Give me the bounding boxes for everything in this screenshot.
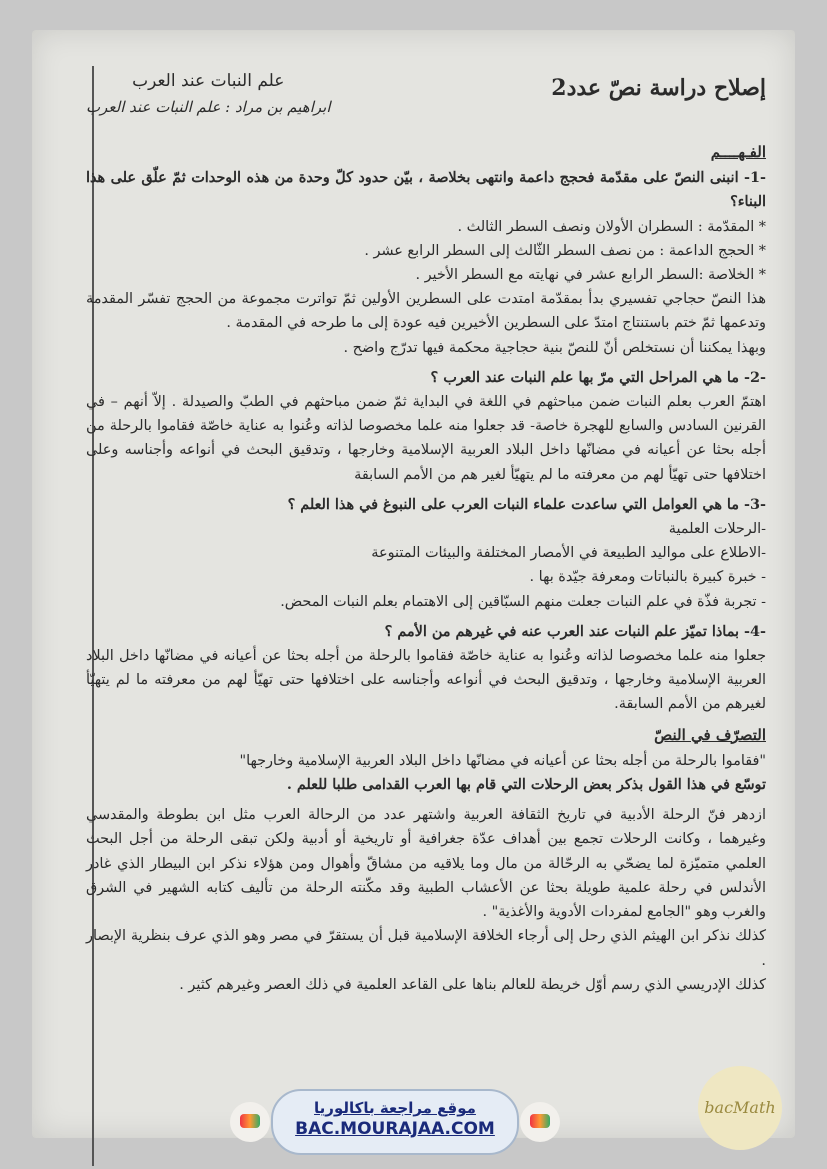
answer-1-intro: * المقدّمة : السطران الأولان ونصف السطر الثالث . [457,218,766,235]
answer-1-result: وبهذا يمكننا أن نستخلص أنّ للنصّ بنية حجاجية محكمة فيها تدرّج واضح . [343,339,766,356]
site-url-link[interactable]: BAC.MOURAJAA.COM [295,1119,495,1139]
header [86,70,766,134]
page-title: إصلاح دراسة نصّ عدد2 [551,75,766,101]
site-name: موقع مراجعة باكالوريا [314,1099,476,1117]
answer-1-args: * الحجج الداعمة : من نصف السطر الثّالث إلى السطر الرابع عشر . [364,242,766,259]
bacmath-badge: bacMath [698,1066,782,1150]
question-1: -1- انبنى النصّ على مقدّمة فحجج داعمة وانتهى بخلاصة ، بيّن حدود كلّ وحدة من هذه الوحدات ثمّ علّق على هذا البناء؟ [86,169,766,211]
section-heading-tasarruf: التصرّف في النصّ [654,725,766,744]
answer-1-conclusion: * الخلاصة :السطر الرابع عشر في نهايته مع السطر الأخير . [415,267,766,284]
answer-3-item: - تجربة فذّة في علم النبات جعلت منهم السبّاقين إلى الاهتمام بعلم النبات المحض. [280,593,766,610]
answer-1-comment: هذا النصّ حجاجي تفسيري بدأ بمقدّمة امتدت على السطرين الأولين ثمّ تواترت مجموعة من الحجج تفسّر المقدمة وتدعمها ثمّ ختم باستنتاج امتدّ على السطرين الأخيرين فيه عودة إلى ما طرحه في المقدمة . [86,291,766,332]
header-topic-block [86,70,331,118]
answer-3-item: - خبرة كبيرة بالنباتات ومعرفة جيّدة بها . [529,569,766,586]
site-logo-right-icon [520,1102,560,1142]
question-3: -3- ما هي العوامل التي ساعدت علماء النبات العرب على النبوغ في هذا العلم ؟ [287,495,766,513]
question-4: -4- بماذا تميّز علم النبات عند العرب عنه في غيرهم من الأمم ؟ [384,622,766,640]
author: ابراهيم بن مراد : علم النبات عند العرب [86,98,331,116]
site-banner[interactable] [271,1089,519,1155]
answer-4: جعلوا منه علما مخصوصا لذاته وعُنوا به عناية خاصّة فقاموا بالرحلة من أجله بحثا عن أعيانه في مضانّها داخل البلاد العربية الإسلامية وخارجها ، وتدقيق البحث في أنواعه وأجناسه على اختلافها حتى تهيّأ لهم من معرفته ما لم يتهيّأ لغيرهم من الأمم السابقة. [86,648,766,713]
question-2: -2- ما هي المراحل التي مرّ بها علم النبات عند العرب ؟ [430,368,766,386]
quote: "فقاموا بالرحلة من أجله بحثا عن أعيانه في مضانّها داخل البلاد العربية الإسلامية وخارجها" [239,752,766,769]
essay-paragraph-3: كذلك الإدريسي الذي رسم أوّل خريطة للعالم بناها على القاعد العلمية في ذلك العصر وغيرهم كثير . [179,976,766,993]
document-body [86,70,766,997]
answer-2: اهتمّ العرب بعلم النبات ضمن مباحثهم في اللغة في البداية ثمّ ضمن مباحثهم في الطبّ والصيدلة . إلاّ أنهم – في القرنين السادس والسابع للهجرة خاصة- قد جعلوا منه علما مخصوصا لذاته وعُنوا به عناية خاصّة فقاموا بالرحلة من أجله بحثا عن أعيانه في مضانّها داخل البلاد العربية الإسلامية وخارجها ، وتدقيق البحث في أنواعه وأجناسه وعلى اختلافها حتى تهيّأ لهم من معرفته ما لم يتهيّأ لغير هم من الأمم السابقة [86,394,766,483]
essay-paragraph-2: كذلك نذكر ابن الهيثم الذي رحل إلى أرجاء الخلافة الإسلامية قبل أن يستقرّ في مصر وهو الذي عرف بنظرية الإبصار . [86,928,766,969]
site-logo-left-icon [230,1102,270,1142]
essay-paragraph-1: ازدهر فنّ الرحلة الأدبية في تاريخ الثقافة العربية واشتهر عدد من الرحالة العرب مثل ابن بطوطة والمقدسي وغيرهما ، وكانت الرحلات تجمع بين أهداف عدّة جغرافية أو تاريخية أو أدبية ولكن تبقى الرحلة من أجل البحث العلمي متميّزة لما يضحّي به الرحّالة من مال وما يلاقيه من مشاقّ وأهوال ومن هؤلاء نذكر ابن البيطار الذي غادر الأندلس في رحلة علمية طويلة بحثا عن الأعشاب الطبية وقد مكّنته الرحلة من تأليف كتابه الشهير في الشرق والغرب وهو "الجامع لمفردات الأدوية والأغذية" . [86,807,766,921]
section-heading-fahm: الفـهــــم [710,143,766,161]
answer-3-item: -الاطلاع على مواليد الطبيعة في الأمصار المختلفة والبيئات المتنوعة [371,545,766,562]
task: توسّع في هذا القول بذكر بعض الرحلات التي قام بها العرب القدامى طلبا للعلم . [286,776,766,794]
answer-3-item: -الرحلات العلمية [668,521,766,538]
topic: علم النبات عند العرب [132,71,285,91]
